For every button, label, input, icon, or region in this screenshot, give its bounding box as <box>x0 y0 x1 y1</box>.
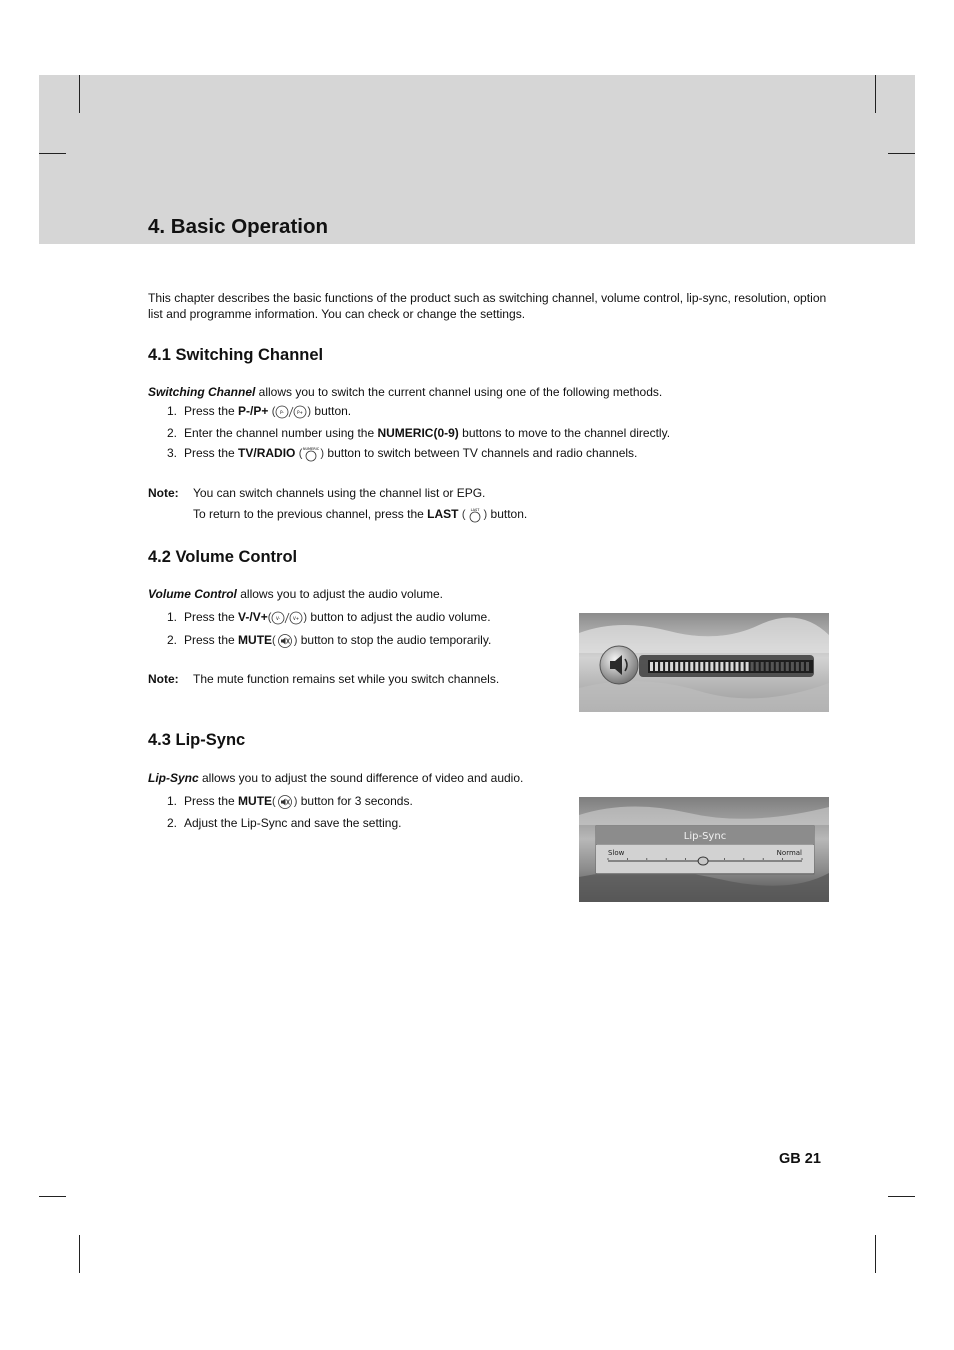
volume-level-segment <box>731 662 734 671</box>
crop-mark <box>888 153 915 154</box>
volume-step-1: Press the V-/V+( V- V+ ) button to adjust the audio volume. <box>184 610 491 624</box>
volume-level-segment <box>806 662 809 671</box>
volume-level-segment <box>766 662 769 671</box>
svg-text:P-: P- <box>280 409 285 415</box>
volume-level-segment <box>710 662 713 671</box>
volume-note: The mute function remains set while you switch channels. <box>193 672 500 686</box>
section-heading-volume-control: 4.2 Volume Control <box>148 548 298 566</box>
mute-button-icon <box>276 633 294 649</box>
crop-mark <box>875 75 876 113</box>
volume-level-segment <box>746 662 749 671</box>
volume-level-segment <box>665 662 668 671</box>
crop-mark <box>79 1235 80 1273</box>
intro-paragraph: This chapter describes the basic functions of the product such as switching channel, volume control, lip-sync, resolution, option list and programme information. You can check or change the settings. <box>148 291 827 321</box>
page-number: GB 21 <box>779 1151 821 1167</box>
crop-mark <box>39 153 66 154</box>
note-label: Note: <box>148 672 179 686</box>
switching-note-1: You can switch channels using the channel list or EPG. <box>193 486 486 500</box>
volume-level-segment <box>670 662 673 671</box>
step-number: 1. <box>167 794 178 808</box>
svg-text:P+: P+ <box>297 409 304 415</box>
mute-button-icon <box>276 794 294 810</box>
svg-text:V+: V+ <box>293 615 300 621</box>
term: Switching Channel <box>148 385 256 399</box>
volume-level-segment <box>756 662 759 671</box>
volume-step-2: Press the MUTE( ) button to stop the audio temporarily. <box>184 633 492 648</box>
volume-level-segment <box>680 662 683 671</box>
volume-level-segment <box>771 662 774 671</box>
volume-level-segment <box>720 662 723 671</box>
volume-level-segment <box>650 662 653 671</box>
step-number: 2. <box>167 816 178 830</box>
volume-level-segment <box>675 662 678 671</box>
chapter-title: 4. Basic Operation <box>148 215 329 238</box>
lip-sync-lead: Lip-Sync allows you to adjust the sound difference of video and audio. <box>148 771 524 785</box>
volume-control-lead: Volume Control allows you to adjust the audio volume. <box>148 587 444 601</box>
lip-sync-osd-image <box>579 797 829 902</box>
tv-radio-button-icon <box>302 446 320 462</box>
crop-mark <box>39 1196 66 1197</box>
switching-channel-lead: Switching Channel allows you to switch the current channel using one of the following methods. <box>148 385 663 399</box>
svg-text:V-: V- <box>276 615 281 621</box>
crop-mark <box>888 1196 915 1197</box>
note-label: Note: <box>148 486 179 500</box>
lip-sync-slow-label: Slow <box>608 849 625 857</box>
volume-level-segment <box>801 662 804 671</box>
volume-osd-image <box>579 613 829 712</box>
step-number: 1. <box>167 610 178 624</box>
step-number: 3. <box>167 446 178 460</box>
volume-level-segment <box>695 662 698 671</box>
volume-level-segment <box>715 662 718 671</box>
svg-text:NUMERIC: NUMERIC <box>303 447 320 451</box>
step-number: 1. <box>167 404 178 418</box>
volume-level-segment <box>655 662 658 671</box>
lip-sync-slider-knob <box>698 857 708 865</box>
volume-level-segment <box>791 662 794 671</box>
lip-sync-normal-label: Normal <box>776 849 802 857</box>
volume-level-segment <box>660 662 663 671</box>
term: Lip-Sync <box>148 771 199 785</box>
crop-mark <box>875 1235 876 1273</box>
switching-step-3: Press the TV/RADIO ( NUMERIC ) button to switch between TV channels and radio channels. <box>184 446 638 461</box>
step-number: 2. <box>167 426 178 440</box>
volume-level-segment <box>700 662 703 671</box>
channel-buttons-icon <box>275 405 307 419</box>
volume-level-segment <box>761 662 764 671</box>
crop-mark <box>79 75 80 113</box>
volume-level-segment <box>741 662 744 671</box>
volume-level-segment <box>690 662 693 671</box>
volume-level-segment <box>786 662 789 671</box>
lip-sync-osd-screenshot <box>579 797 829 902</box>
lip-sync-step-2: Adjust the Lip-Sync and save the setting. <box>184 816 402 830</box>
switching-step-1: Press the P-/P+ ( P- P+ ) button. <box>184 404 352 418</box>
volume-level-segment <box>736 662 739 671</box>
volume-level-segment <box>685 662 688 671</box>
svg-text:LAST: LAST <box>470 508 479 512</box>
volume-level-segment <box>726 662 729 671</box>
lip-sync-step-1: Press the MUTE( ) button for 3 seconds. <box>184 794 413 809</box>
section-heading-switching-channel: 4.1 Switching Channel <box>148 346 324 364</box>
switching-note-2: To return to the previous channel, press the LAST ( LAST ) button. <box>193 507 528 522</box>
lip-sync-osd-title: Lip-Sync <box>683 831 727 842</box>
volume-level-segment <box>781 662 784 671</box>
volume-level-segment <box>705 662 708 671</box>
section-heading-lip-sync: 4.3 Lip-Sync <box>148 731 246 749</box>
switching-step-2: Enter the channel number using the NUMERIC(0-9) buttons to move to the channel directly. <box>184 426 671 440</box>
volume-level-segment <box>776 662 779 671</box>
volume-osd-screenshot <box>579 613 829 712</box>
volume-level-segment <box>796 662 799 671</box>
volume-buttons-icon <box>271 611 303 625</box>
step-number: 2. <box>167 633 178 647</box>
volume-level-segment <box>751 662 754 671</box>
term: Volume Control <box>148 587 237 601</box>
last-button-icon <box>466 507 484 523</box>
